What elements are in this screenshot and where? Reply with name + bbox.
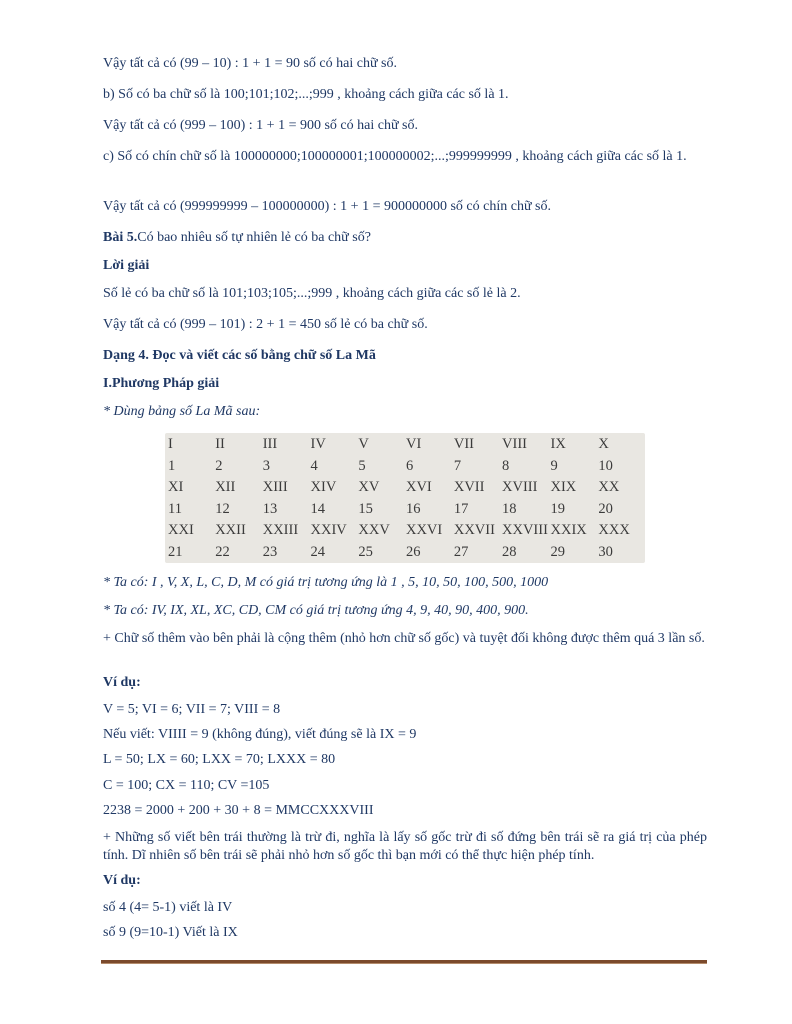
roman-table-row — [167, 477, 645, 499]
roman-table-row — [167, 520, 645, 542]
roman-table-cell: 28 — [502, 543, 517, 560]
roman-table-cell: XVI — [405, 479, 432, 496]
roman-table-cell: 1 — [168, 457, 176, 474]
roman-numeral-table — [167, 434, 645, 563]
roman-table-cell: XVII — [453, 479, 485, 496]
example-line: C = 100; CX = 110; CV =105 — [103, 778, 270, 793]
roman-table-cell: XXII — [215, 522, 246, 539]
subsection-heading: I.Phương Pháp giải — [103, 376, 220, 391]
roman-table-cell: XIV — [310, 479, 337, 496]
roman-table-cell: XXVI — [405, 522, 443, 539]
roman-table-cell: 24 — [310, 543, 326, 560]
roman-table-cell: XXVII — [453, 522, 495, 539]
roman-table-cell: 2 — [215, 457, 223, 474]
roman-table-cell: 15 — [358, 500, 373, 517]
table-intro: * Dùng bảng số La Mã sau: — [103, 404, 261, 419]
text-paragraph: + Những số viết bên trái thường là trừ đi, nghĩa là lấy số gốc trừ đi số đứng bên trái sẽ ra giá trị của phép tính. Dĩ nhiên số bên trái sẽ phải nhỏ hơn số gốc thì bạn mới có thể thực hiện phép tính. — [103, 830, 707, 863]
roman-table-row — [167, 499, 645, 521]
example-line: V = 5; VI = 6; VII = 7; VIII = 8 — [103, 702, 281, 717]
roman-table-row — [167, 434, 645, 456]
roman-table-row — [167, 542, 645, 564]
roman-table-cell: 23 — [262, 543, 278, 560]
text-paragraph: c) Số có chín chữ số là 100000000;100000001;100000002;...;999999999 , khoảng cách giữa các số là 1. — [103, 149, 687, 164]
roman-table-cell: 5 — [358, 457, 366, 474]
roman-table-cell: 26 — [405, 543, 421, 560]
exercise-question: Có bao nhiêu số tự nhiên lẻ có ba chữ số? — [137, 230, 371, 245]
roman-table-cell: 21 — [168, 543, 183, 560]
roman-table-cell: 3 — [262, 457, 270, 474]
roman-table-cell: 9 — [550, 457, 558, 474]
roman-table-cell: XXI — [168, 522, 194, 539]
example-line: L = 50; LX = 60; LXX = 70; LXXX = 80 — [103, 752, 336, 767]
roman-table-cell: XIII — [262, 479, 288, 496]
roman-table-cell: 18 — [502, 500, 517, 517]
roman-table-cell: 16 — [405, 500, 421, 517]
roman-table-cell: 14 — [310, 500, 326, 517]
roman-table-cell: XIX — [550, 479, 577, 496]
roman-table-cell: IX — [550, 436, 566, 453]
example-line: số 9 (9=10-1) Viết là IX — [103, 925, 238, 940]
text-paragraph: + Chữ số thêm vào bên phải là cộng thêm (nhỏ hơn chữ số gốc) và tuyệt đối không được thêm quá 3 lần số. — [103, 631, 705, 646]
roman-table-cell: XXIV — [310, 522, 347, 539]
text-line: * Ta có: I , V, X, L, C, D, M có giá trị tương ứng là 1 , 5, 10, 50, 100, 500, 1000 — [103, 575, 549, 590]
text-line: b) Số có ba chữ số là 100;101;102;...;999 , khoảng cách giữa các số là 1. — [103, 87, 509, 102]
roman-table-cell: III — [262, 436, 278, 453]
roman-table-cell: XVIII — [502, 479, 538, 496]
roman-table-cell: XV — [358, 479, 380, 496]
text-line: Vậy tất cả có (999 – 100) : 1 + 1 = 900 số có hai chữ số. — [103, 118, 418, 133]
roman-table-cell: IV — [310, 436, 326, 453]
roman-table-cell: 17 — [453, 500, 469, 517]
exercise-heading — [103, 228, 707, 248]
roman-table-row — [167, 456, 645, 478]
text-line: Vậy tất cả có (999 – 101) : 2 + 1 = 450 số lẻ có ba chữ số. — [103, 317, 428, 332]
roman-table-cell: X — [598, 436, 609, 453]
text-line: * Ta có: IV, IX, XL, XC, CD, CM có giá trị tương ứng 4, 9, 40, 90, 400, 900. — [103, 603, 529, 618]
example-line: Nếu viết: VIIII = 9 (không đúng), viết đúng sẽ là IX = 9 — [103, 727, 417, 742]
roman-table-cell: 29 — [550, 543, 565, 560]
example-line: số 4 (4= 5-1) viết là IV — [103, 900, 233, 915]
roman-table-cell: 10 — [598, 457, 613, 474]
roman-table-cell: 19 — [550, 500, 565, 517]
roman-table-cell: 8 — [502, 457, 510, 474]
text-line: Số lẻ có ba chữ số là 101;103;105;...;999 , khoảng cách giữa các số lẻ là 2. — [103, 286, 521, 301]
roman-table-cell: XXVIII — [502, 522, 548, 539]
roman-table-cell: 13 — [262, 500, 278, 517]
roman-table-cell: 6 — [405, 457, 414, 474]
roman-table-cell: I — [168, 436, 173, 453]
section-heading: Dạng 4. Đọc và viết các số bằng chữ số La Mã — [103, 348, 376, 363]
exercise-label: Bài 5. — [103, 230, 138, 245]
roman-table-cell: II — [215, 436, 225, 453]
roman-table-cell: V — [358, 436, 369, 453]
roman-numeral-table-image — [165, 433, 645, 563]
roman-table-cell: XXIII — [262, 522, 299, 539]
roman-table-cell: VII — [453, 436, 474, 453]
roman-table-cell: VI — [405, 436, 422, 453]
roman-table-cell: 7 — [453, 457, 462, 474]
text-line: Vậy tất cả có (999999999 – 100000000) : 1 + 1 = 900000000 số có chín chữ số. — [103, 199, 551, 214]
solution-heading: Lời giải — [103, 258, 150, 273]
roman-table-cell: 25 — [358, 543, 373, 560]
roman-table-cell: 4 — [310, 457, 318, 474]
roman-table-cell: VIII — [502, 436, 527, 453]
example-line: 2238 = 2000 + 200 + 30 + 8 = MMCCXXXVIII — [103, 803, 374, 818]
roman-table-cell: XI — [168, 479, 184, 496]
roman-table-cell: 12 — [215, 500, 230, 517]
roman-table-cell: 30 — [598, 543, 613, 560]
roman-table-cell: XX — [598, 479, 620, 496]
example-heading: Ví dụ: — [103, 873, 141, 888]
roman-table-cell: 22 — [215, 543, 230, 560]
roman-table-cell: XII — [215, 479, 236, 496]
roman-table-cell: 27 — [453, 543, 469, 560]
text-line: Vậy tất cả có (99 – 10) : 1 + 1 = 90 số có hai chữ số. — [103, 56, 397, 71]
roman-table-cell: XXV — [358, 522, 390, 539]
roman-table-cell: XXIX — [550, 522, 587, 539]
roman-table-cell: 11 — [168, 500, 182, 517]
footer-divider — [101, 960, 707, 964]
example-heading: Ví dụ: — [103, 675, 141, 690]
roman-table-cell: XXX — [598, 522, 630, 539]
roman-table-cell: 20 — [598, 500, 613, 517]
